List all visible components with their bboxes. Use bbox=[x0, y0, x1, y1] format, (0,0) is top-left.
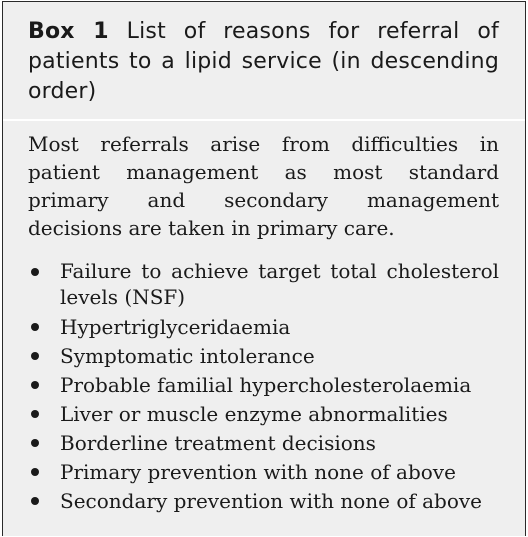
reason-list bbox=[28, 258, 499, 516]
bullet-icon bbox=[31, 352, 39, 360]
list-item-text: Liver or muscle enzyme abnormalities bbox=[60, 402, 448, 426]
bullet-icon bbox=[31, 323, 39, 331]
list-item bbox=[28, 400, 499, 429]
list-item bbox=[28, 458, 499, 487]
bullet-icon bbox=[31, 468, 39, 476]
box-title-text: List of reasons for referral of patients to a lipid service (in descending order) bbox=[28, 19, 499, 104]
box-header bbox=[3, 2, 525, 119]
info-box bbox=[2, 1, 526, 536]
bullet-icon bbox=[31, 439, 39, 447]
list-item bbox=[28, 342, 499, 371]
box-body bbox=[3, 121, 525, 516]
list-item-text: Secondary prevention with none of above bbox=[60, 489, 483, 513]
list-item-text: Hypertriglyceridaemia bbox=[60, 315, 291, 339]
bullet-icon bbox=[31, 410, 39, 418]
list-item-text: Borderline treatment decisions bbox=[60, 431, 376, 455]
bullet-icon bbox=[31, 268, 39, 276]
list-item-text: Failure to achieve target total cholesterol levels (NSF) bbox=[60, 259, 499, 309]
box-label: Box 1 bbox=[28, 19, 109, 44]
list-item bbox=[28, 258, 499, 310]
list-item-text: Probable familial hypercholesterolaemia bbox=[60, 373, 472, 397]
list-item bbox=[28, 487, 499, 516]
list-item-text: Symptomatic intolerance bbox=[60, 344, 315, 368]
box-title bbox=[28, 17, 499, 107]
list-item bbox=[28, 429, 499, 458]
bullet-icon bbox=[31, 497, 39, 505]
list-item bbox=[28, 371, 499, 400]
bullet-icon bbox=[31, 381, 39, 389]
list-item bbox=[28, 313, 499, 342]
list-item-text: Primary prevention with none of above bbox=[60, 460, 456, 484]
intro-paragraph: Most referrals arise from difficulties in patient management as most standard primary and secondary management decisions are taken in primary care. bbox=[28, 132, 499, 240]
